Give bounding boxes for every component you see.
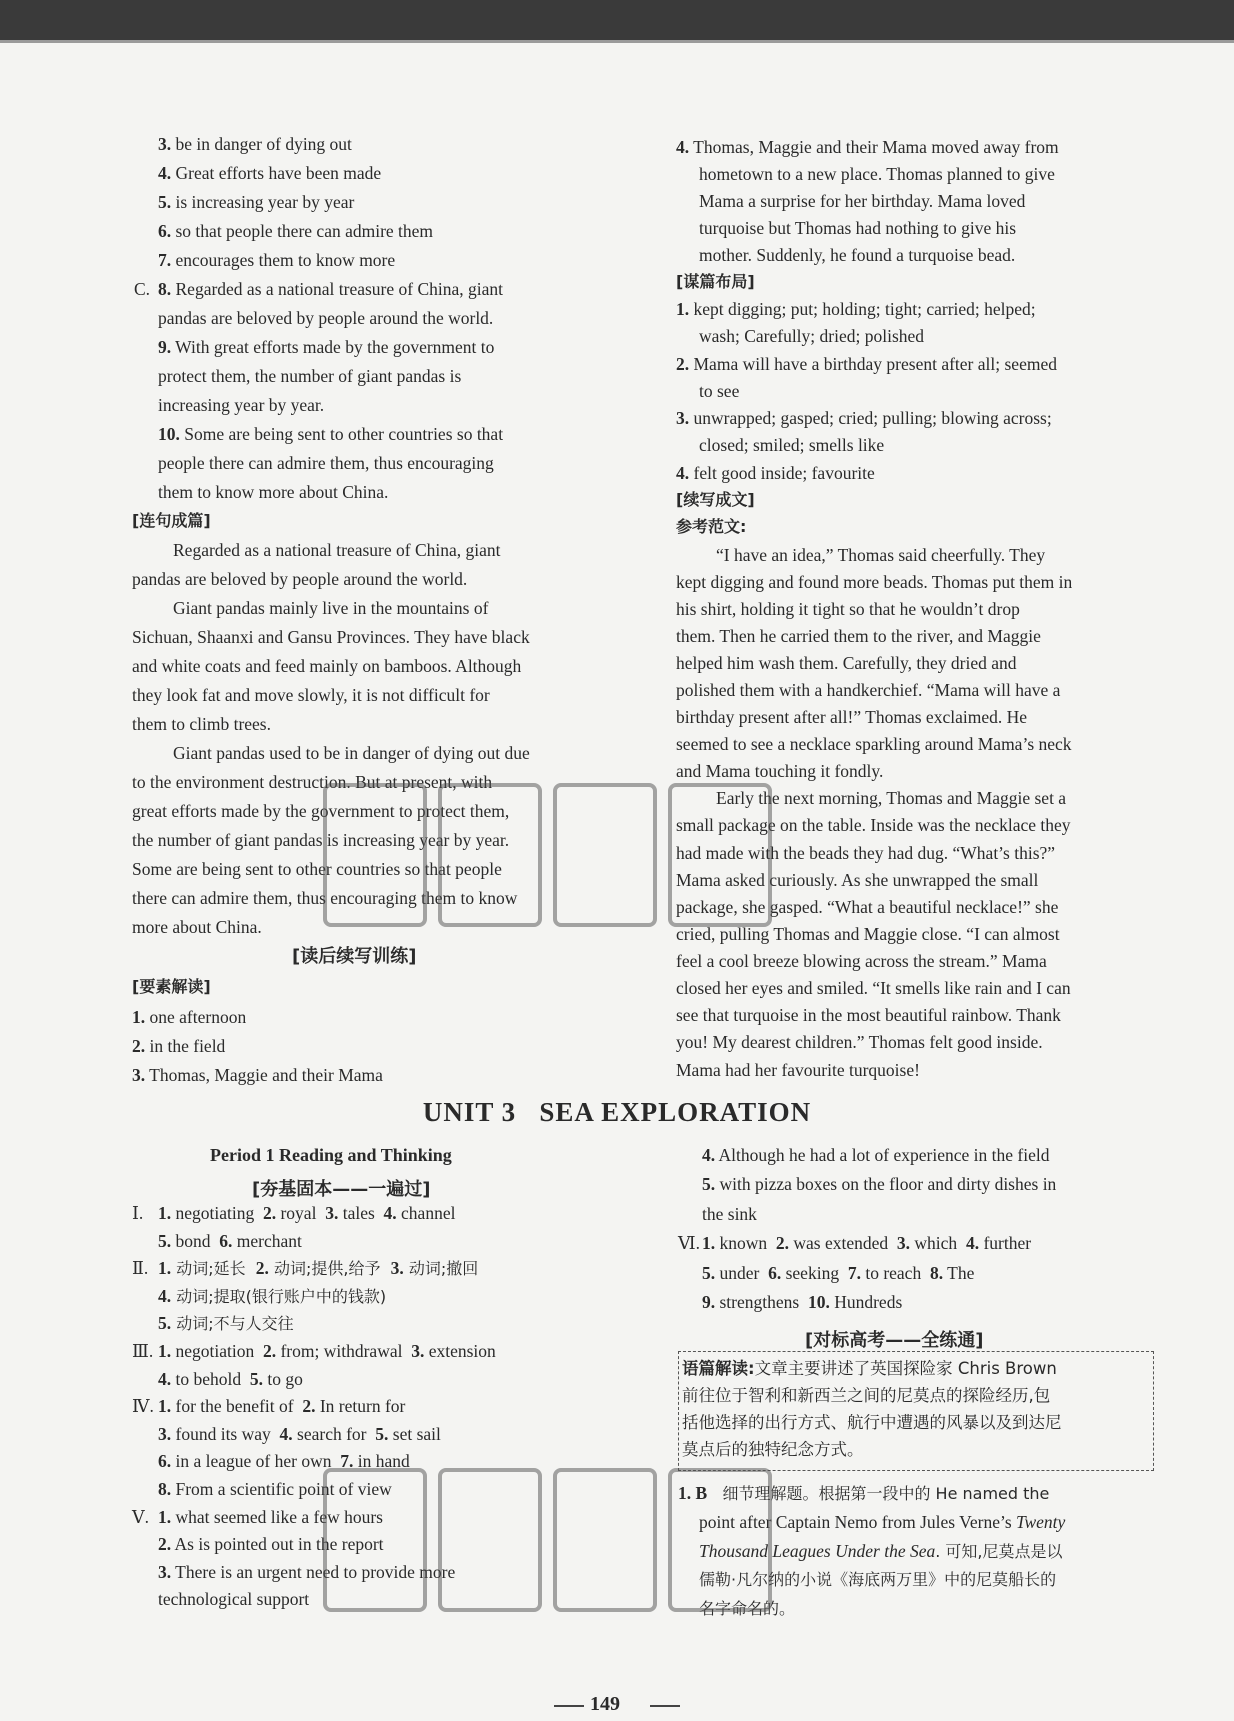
answer-item: 3. be in danger of dying out — [158, 134, 352, 154]
roman-numeral: Ⅱ. — [132, 1258, 149, 1279]
answer-line: mother. Suddenly, he found a turquoise bead. — [699, 245, 1016, 265]
answer-line: point after Captain Nemo from Jules Verne’s Twenty — [699, 1512, 1066, 1532]
page-number-dash-right — [650, 1705, 680, 1707]
essay-line: Some are being sent to other countries so that people — [132, 859, 502, 879]
answer-item: 3. Thomas, Maggie and their Mama — [132, 1065, 383, 1085]
tag-xuxie-chengwen: [续写成文] — [676, 490, 755, 509]
scan-top-edge — [0, 40, 1234, 43]
answer-line: 4. Although he had a lot of experience in the field — [702, 1145, 1050, 1165]
summary-line: 前往位于智利和新西兰之间的尼莫点的探险经历,包 — [682, 1386, 1051, 1405]
essay-line: “I have an idea,” Thomas said cheerfully. They — [716, 545, 1046, 565]
essay-line: Regarded as a national treasure of China, giant — [173, 540, 501, 560]
answer-item: 10. Some are being sent to other countries so that — [158, 424, 504, 444]
answer-item: 1. one afternoon — [132, 1007, 247, 1027]
answer-line: to see — [699, 381, 740, 401]
essay-line: Mama had her favourite turquoise! — [676, 1060, 920, 1080]
answer-line: 4. to behold 5. to go — [158, 1368, 303, 1389]
answer-line: 5. with pizza boxes on the floor and dirty dishes in — [702, 1174, 1057, 1195]
answer-line: pandas are beloved by people around the world. — [158, 308, 494, 328]
watermark-logo — [315, 770, 785, 976]
essay-line: to the environment destruction. But at present, with — [132, 772, 493, 792]
answer-line: technological support — [158, 1589, 310, 1610]
essay-line: feel a cool breeze blowing across the stream.” Mama — [676, 951, 1047, 971]
answer-item: 4. Great efforts have been made — [158, 163, 382, 183]
essay-line: Early the next morning, Thomas and Maggie set a — [716, 788, 1067, 808]
roman-numeral: Ⅵ. — [678, 1233, 700, 1254]
watermark-logo — [315, 1455, 785, 1661]
essay-line: kept digging and found more beads. Thomas put them in — [676, 572, 1073, 592]
tag-yaosu-jiedu: [要素解读] — [132, 977, 211, 996]
section-c-label: C. — [134, 279, 151, 299]
answer-line: 3. There is an urgent need to provide more — [158, 1561, 456, 1582]
answer-line: 1. negotiating 2. royal 3. tales 4. channel — [158, 1203, 456, 1223]
watermark-glyphs — [315, 1455, 785, 1625]
roman-numeral: Ⅰ. — [132, 1203, 144, 1223]
essay-line: package, she gasped. “What a beautiful necklace!” she — [676, 897, 1059, 917]
answer-line: 5. bond 6. merchant — [158, 1230, 302, 1251]
answer-item: 2. in the field — [132, 1036, 226, 1056]
roman-numeral: Ⅴ. — [132, 1506, 150, 1527]
summary-line: 括他选择的出行方式、航行中遭遇的风暴以及到达尼 — [682, 1413, 1062, 1432]
answer-item: 8. Regarded as a national treasure of China, giant — [158, 279, 504, 299]
essay-line: them to climb trees. — [132, 714, 271, 734]
answer-line: 1. 动词;延长 2. 动词;提供,给予 3. 动词;撤回 — [158, 1258, 479, 1279]
essay-line: them. Then he carried them to the river, and Maggie — [676, 626, 1041, 646]
answer-line: 5. under 6. seeking 7. to reach 8. The — [702, 1262, 975, 1283]
roman-numeral: Ⅳ. — [132, 1396, 154, 1417]
answer-line: 9. strengthens 10. Hundreds — [702, 1292, 903, 1312]
unit-title: UNIT 3 SEA EXPLORATION — [422, 1097, 812, 1127]
essay-line: closed her eyes and smiled. “It smells like rain and I can — [676, 978, 1071, 998]
essay-line: his shirt, holding it tight so that he wouldn’t drop — [676, 599, 1020, 619]
answer-item: 5. is increasing year by year — [158, 192, 355, 212]
answer-line: the sink — [702, 1203, 757, 1224]
answer-line: 5. 动词;不与人交往 — [158, 1313, 294, 1334]
answer-line: people there can admire them, thus encouraging — [158, 453, 494, 473]
essay-line: Giant pandas used to be in danger of dying out due — [173, 743, 530, 763]
essay-line: Giant pandas mainly live in the mountains of — [173, 598, 489, 618]
essay-line: seemed to see a necklace sparkling around Mama’s neck — [676, 734, 1072, 754]
essay-line: more about China. — [132, 917, 262, 937]
answer-line: 1. what seemed like a few hours — [158, 1506, 383, 1527]
essay-line: polished them with a handkerchief. “Mama will have a — [676, 680, 1061, 700]
answer-item: 1. kept digging; put; holding; tight; carried; helped; — [676, 299, 1036, 319]
summary-line: 莫点后的独特纪念方式。 — [682, 1440, 864, 1459]
summary-line: 语篇解读:文章主要讲述了英国探险家 Chris Brown — [682, 1359, 1057, 1378]
essay-line: small package on the table. Inside was the necklace they — [676, 815, 1071, 835]
page-number-dash-left — [554, 1705, 584, 1707]
essay-line: and Mama touching it fondly. — [676, 761, 884, 781]
answer-item: 3. unwrapped; gasped; cried; pulling; blowing across; — [676, 408, 1052, 428]
essay-line: birthday present after all!” Thomas exclaimed. He — [676, 707, 1027, 727]
answer-line: Thousand Leagues Under the Sea. 可知,尼莫点是以 — [699, 1541, 1063, 1561]
answer-item: 1. B 细节理解题。根据第一段中的 He named the — [678, 1483, 1050, 1503]
essay-line: Sichuan, Shaanxi and Gansu Provinces. They have black — [132, 627, 530, 647]
watermark-glyphs — [315, 770, 785, 940]
answer-line: 3. found its way 4. search for 5. set sail — [158, 1423, 441, 1444]
answer-item: 6. so that people there can admire them — [158, 221, 434, 241]
essay-line: you! My dearest children.” Thomas felt good inside. — [676, 1032, 1043, 1052]
essay-line: pandas are beloved by people around the world. — [132, 569, 468, 589]
scan-top-border — [0, 0, 1234, 40]
answer-line: 1. for the benefit of 2. In return for — [158, 1396, 406, 1417]
tag-moupian-buju: [谋篇布局] — [676, 272, 755, 291]
answer-line: 6. in a league of her own 7. in hand — [158, 1451, 410, 1472]
answer-line: 1. known 2. was extended 3. which 4. further — [702, 1233, 1032, 1254]
answer-line: wash; Carefully; dried; polished — [699, 326, 925, 346]
page-number: 149 — [590, 1693, 620, 1715]
answer-line: 1. negotiation 2. from; withdrawal 3. extension — [158, 1341, 496, 1361]
answer-line: 2. As is pointed out in the report — [158, 1534, 384, 1555]
essay-line: great efforts made by the government to protect them, — [132, 801, 510, 821]
answer-line: 8. From a scientific point of view — [158, 1479, 392, 1499]
answer-line: turquoise but Thomas had nothing to give his — [699, 218, 1017, 238]
essay-line: and white coats and feed mainly on bamboos. Although — [132, 656, 522, 676]
essay-line: there can admire them, thus encouraging them to know — [132, 888, 518, 908]
roman-numeral: Ⅲ. — [132, 1341, 154, 1361]
tag-lianju-chengpian: [连句成篇] — [132, 511, 211, 530]
answer-line: protect them, the number of giant pandas is — [158, 366, 462, 386]
essay-line: they look fat and move slowly, it is not difficult for — [132, 685, 490, 705]
answer-item: 4. Thomas, Maggie and their Mama moved away from — [676, 137, 1059, 157]
essay-line: see that turquoise in the most beautiful rainbow. Thank — [676, 1005, 1061, 1025]
section-title-duibiao: [对标高考——全练通] — [805, 1330, 984, 1351]
section-title-dhxx: [读后续写训练] — [292, 946, 417, 967]
answer-item: 7. encourages them to know more — [158, 250, 396, 270]
answer-item: 4. felt good inside; favourite — [676, 463, 875, 483]
essay-line: Mama asked curiously. As she unwrapped the small — [676, 870, 1039, 890]
answer-item: 2. Mama will have a birthday present after all; seemed — [676, 354, 1057, 374]
answer-line: hometown to a new place. Thomas planned to give — [699, 164, 1055, 184]
reference-essay-label: 参考范文: — [676, 517, 747, 536]
essay-line: helped him wash them. Carefully, they dried and — [676, 653, 1017, 673]
period-title: Period 1 Reading and Thinking — [210, 1145, 452, 1165]
answer-line: Mama a surprise for her birthday. Mama loved — [699, 191, 1026, 211]
answer-line: 名字命名的。 — [699, 1599, 796, 1618]
answer-line: 儒勒·凡尔纳的小说《海底两万里》中的尼莫船长的 — [699, 1570, 1057, 1589]
essay-line: the number of giant pandas is increasing year by year. — [132, 830, 510, 850]
answer-line: 4. 动词;提取(银行账户中的钱款) — [158, 1285, 387, 1306]
answer-item: 9. With great efforts made by the government to — [158, 337, 495, 357]
answer-line: them to know more about China. — [158, 482, 389, 502]
answer-line: increasing year by year. — [158, 395, 325, 415]
section-title-hangji: [夯基固本——一遍过] — [252, 1179, 431, 1200]
essay-line: cried, pulling Thomas and Maggie close. “I can almost — [676, 924, 1060, 944]
essay-line: had made with the beads they had dug. “What’s this?” — [676, 843, 1056, 863]
answer-line: closed; smiled; smells like — [699, 435, 885, 455]
